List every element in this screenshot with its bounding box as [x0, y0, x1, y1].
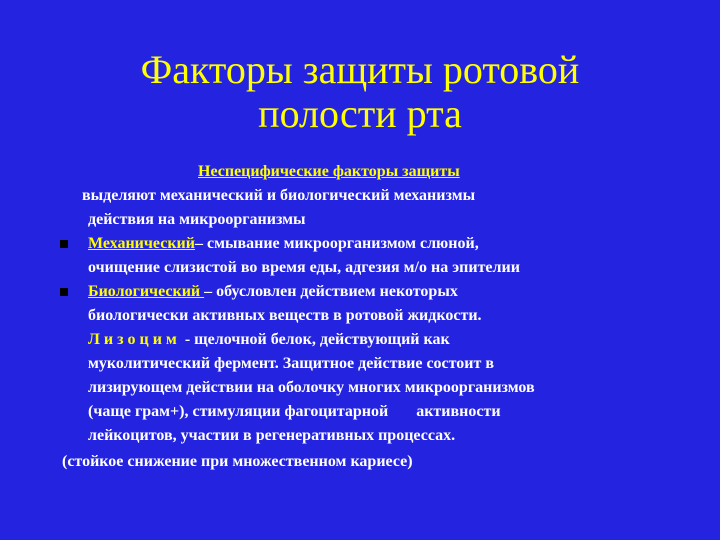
title-line-2: полости рта	[258, 91, 462, 136]
lysozyme-text-1: - щелочной белок, действующий как	[180, 331, 450, 348]
intro-line-1: выделяют механический и биологический механизмы	[82, 187, 476, 204]
mechanical-line-2: очищение слизистой во время еды, адгезия м/о на эпителии	[88, 259, 520, 276]
lysozyme-term: Лизоцим	[88, 331, 181, 348]
bullet-mechanical	[60, 240, 68, 248]
lysozyme-line-1	[88, 328, 450, 352]
lysozyme-line-4: (чаще грам+), стимуляции фагоцитарной активности	[88, 403, 501, 420]
biological-line-1	[88, 280, 458, 304]
mechanical-line-1	[88, 232, 479, 256]
slide-title	[60, 48, 660, 136]
mechanical-text-1: – смывание микроорганизмом слюной,	[194, 235, 479, 252]
footer-note: (стойкое снижение при множественном кариесе)	[62, 453, 413, 470]
subheading: Неспецифические факторы защиты	[198, 163, 460, 180]
lysozyme-line-2: муколитический фермент. Защитное действие состоит в	[88, 355, 495, 372]
lysozyme-line-5: лейкоцитов, участии в регенеративных процессах.	[88, 427, 456, 444]
intro-line-2: действия на микроорганизмы	[88, 211, 306, 228]
biological-line-2: биологически активных веществ в ротовой жидкости.	[88, 307, 482, 324]
mechanical-term: Механический	[88, 235, 195, 252]
lysozyme-line-3: лизирующем действии на оболочку многих микроорганизмов	[88, 379, 535, 396]
title-line-1: Факторы защиты ротовой	[140, 47, 580, 92]
biological-text-1: – обусловлен действием некоторых	[204, 283, 458, 300]
bullet-biological	[60, 288, 68, 296]
biological-term: Биологический	[88, 283, 205, 300]
